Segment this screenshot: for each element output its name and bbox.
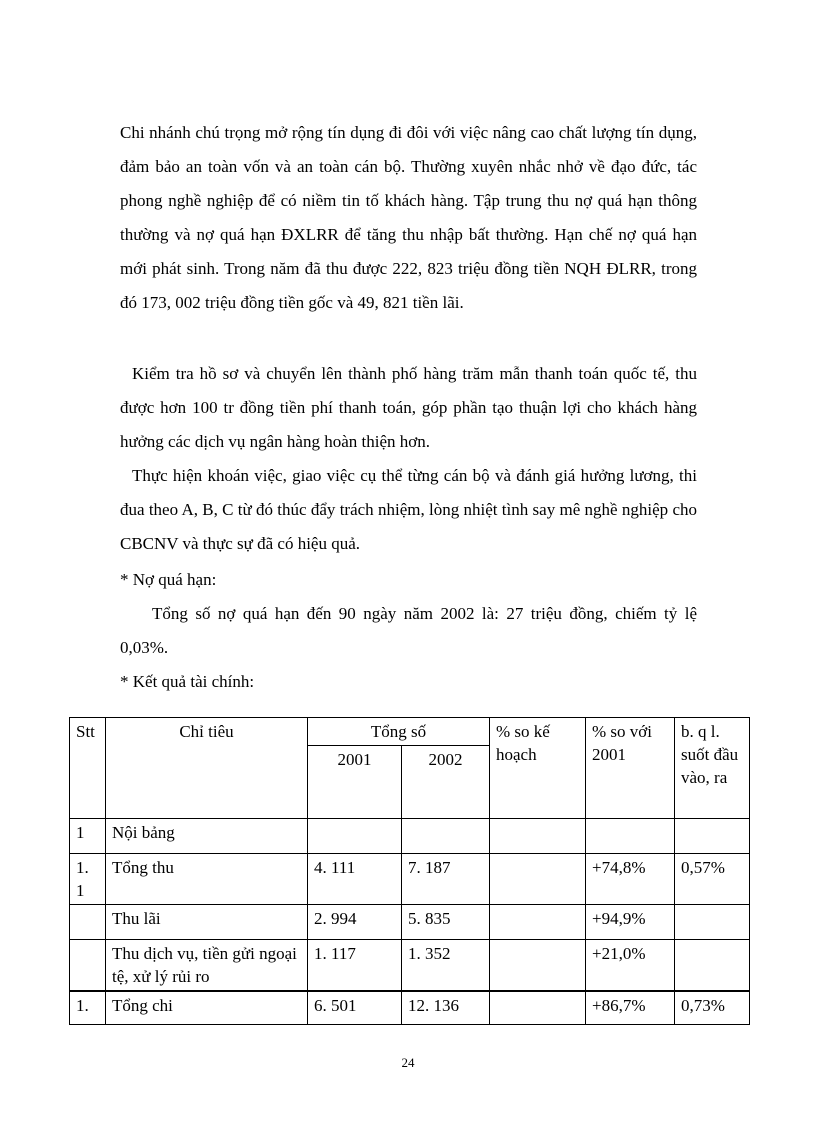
cell-label: Tổng thu	[106, 854, 308, 905]
cell-label: Nội bảng	[106, 819, 308, 854]
financial-results-table	[69, 717, 750, 1025]
table-row	[70, 991, 750, 1025]
cell-stt: 1	[70, 819, 106, 854]
header-pct-ke-hoach: % so kế hoạch	[490, 718, 586, 819]
cell-pct-2001: +94,9%	[586, 905, 675, 940]
page-number: 24	[401, 1055, 415, 1070]
cell-2001: 1. 117	[308, 940, 402, 992]
cell-pct-2001: +86,7%	[586, 991, 675, 1025]
cell-label: Thu dịch vụ, tiền gửi ngoại tệ, xử lý rủi ro	[106, 940, 308, 992]
paragraph-inspection: Kiểm tra hồ sơ và chuyển lên thành phố hàng trăm mẫn thanh toán quốc tế, thu được hơn 100 tr đồng tiền phí thanh toán, góp phần tạo thuận lợi cho khách hàng hưởng các dịch vụ ngân hàng hoàn thiện hơn.	[120, 364, 697, 451]
cell-ke-hoach	[490, 819, 586, 854]
header-stt: Stt	[70, 718, 106, 819]
cell-ke-hoach	[490, 940, 586, 992]
cell-2001: 4. 111	[308, 854, 402, 905]
cell-2002: 1. 352	[402, 940, 490, 992]
cell-ke-hoach	[490, 991, 586, 1025]
heading-overdue-debt: * Nợ quá hạn:	[120, 570, 217, 589]
table-row	[70, 905, 750, 940]
cell-2002: 12. 136	[402, 991, 490, 1025]
heading-financial-results: * Kết quả tài chính:	[120, 672, 255, 691]
table-row	[70, 940, 750, 992]
cell-stt	[70, 940, 106, 992]
cell-2002: 7. 187	[402, 854, 490, 905]
paragraph-overdue-debt: Tổng số nợ quá hạn đến 90 ngày năm 2002 là: 27 triệu đồng, chiếm tỷ lệ 0,03%.	[120, 604, 697, 657]
table-row	[70, 854, 750, 905]
table-header-row	[70, 718, 750, 746]
cell-stt: 1.	[70, 991, 106, 1025]
header-bql: b. q l. suốt đầu vào, ra	[675, 718, 750, 819]
cell-bq	[675, 905, 750, 940]
paragraph-credit: Chi nhánh chú trọng mở rộng tín dụng đi đôi với việc nâng cao chất lượng tín dụng, đảm bảo an toàn vốn và an toàn cán bộ. Thường xuyên nhắc nhở về đạo đức, tác phong nghề nghiệp để có niềm tin tố khách hàng. Tập trung thu nợ quá hạn thông thường và nợ quá hạn ĐXLRR để tăng thu nhập bất thường. Hạn chế nợ quá hạn mới phát sinh. Trong năm đã thu được 222, 823 triệu đồng tiền NQH ĐLRR, trong đó 173, 002 triệu đồng tiền gốc và 49, 821 tiền lãi.	[120, 123, 697, 312]
cell-ke-hoach	[490, 905, 586, 940]
cell-bq: 0,57%	[675, 854, 750, 905]
header-pct-2001: % so với 2001	[586, 718, 675, 819]
cell-2001	[308, 819, 402, 854]
header-2002: 2002	[402, 746, 490, 819]
header-2001: 2001	[308, 746, 402, 819]
header-chi-tieu: Chỉ tiêu	[106, 718, 308, 819]
cell-stt	[70, 905, 106, 940]
cell-bq	[675, 819, 750, 854]
cell-2001: 6. 501	[308, 991, 402, 1025]
cell-pct-2001	[586, 819, 675, 854]
header-tong-so: Tổng số	[308, 718, 490, 746]
cell-ke-hoach	[490, 854, 586, 905]
cell-label: Tổng chi	[106, 991, 308, 1025]
cell-bq: 0,73%	[675, 991, 750, 1025]
paragraph-assignment: Thực hiện khoán việc, giao việc cụ thể từng cán bộ và đánh giá hưởng lương, thi đua theo A, B, C từ đó thúc đẩy trách nhiệm, lòng nhiệt tình say mê nghề nghiệp cho CBCNV và thực sự đã có hiệu quả.	[120, 466, 697, 553]
cell-pct-2001: +74,8%	[586, 854, 675, 905]
cell-pct-2001: +21,0%	[586, 940, 675, 992]
cell-2001: 2. 994	[308, 905, 402, 940]
cell-2002: 5. 835	[402, 905, 490, 940]
cell-bq	[675, 940, 750, 992]
cell-stt: 1. 1	[70, 854, 106, 905]
cell-2002	[402, 819, 490, 854]
table-row	[70, 819, 750, 854]
cell-label: Thu lãi	[106, 905, 308, 940]
